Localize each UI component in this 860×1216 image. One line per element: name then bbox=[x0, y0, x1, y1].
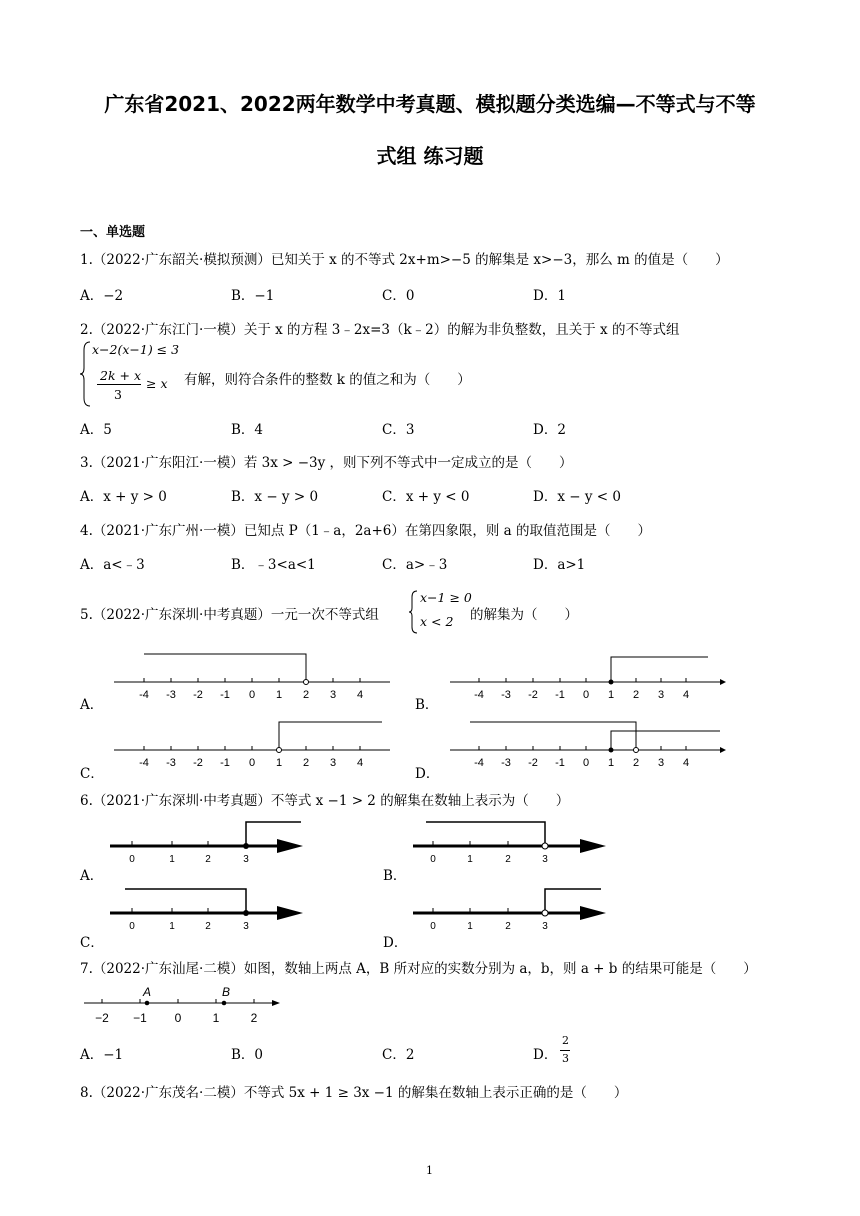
tick-label: 2 bbox=[632, 689, 640, 700]
solution-bracket-right bbox=[611, 731, 720, 750]
tick-label: 3 bbox=[542, 921, 548, 931]
tick-label: -1 bbox=[555, 689, 565, 700]
tick-label: 3 bbox=[243, 921, 249, 931]
q3-option-b[interactable]: B．x − y > 0 bbox=[231, 489, 319, 505]
tick-label: 3 bbox=[657, 689, 665, 700]
tick-label: -2 bbox=[528, 689, 538, 700]
question-7-stem: 7.（2022·广东汕尾·二模）如图，数轴上两点 A，B 所对应的实数分别为 a，b，则 a + b 的结果可能是（ ） bbox=[80, 961, 757, 977]
q6-number-line-a[interactable] bbox=[105, 816, 305, 864]
q1-option-c[interactable]: C．0 bbox=[382, 288, 415, 304]
tick-label: 1 bbox=[169, 921, 175, 931]
closed-dot bbox=[243, 843, 249, 849]
q2-option-c[interactable]: C．3 bbox=[382, 422, 415, 438]
tick-label: 1 bbox=[607, 757, 615, 768]
point-b-label: B bbox=[222, 985, 231, 999]
tick-label: -1 bbox=[220, 757, 230, 768]
arrow-icon bbox=[277, 839, 303, 853]
question-5-stem-post: 的解集为（ ） bbox=[470, 607, 578, 623]
q5-option-b[interactable]: B． bbox=[415, 697, 439, 713]
tick-label: 4 bbox=[356, 757, 364, 768]
tick-marks bbox=[144, 746, 360, 750]
q2-option-b[interactable]: B．4 bbox=[231, 422, 264, 438]
q2-system-line1: x−2(x−1) ≤ 3 bbox=[92, 342, 180, 357]
q2-system-numerator: 2k + x bbox=[100, 368, 141, 383]
q7-option-b[interactable]: B．0 bbox=[231, 1047, 264, 1063]
tick-label: -3 bbox=[166, 689, 176, 700]
page-number: 1 bbox=[426, 1164, 433, 1177]
tick-label: -4 bbox=[139, 689, 149, 700]
left-brace-icon bbox=[409, 590, 419, 634]
q5-system-line2: x < 2 bbox=[420, 614, 454, 629]
question-2-stem: 2.（2022·广东江门·一模）关于 x 的方程 3﹣2x=3（k﹣2）的解为非负整数，且关于 x 的不等式组 bbox=[80, 322, 680, 338]
q7-number-line bbox=[80, 982, 290, 1028]
q4-option-a[interactable]: A．a<﹣3 bbox=[80, 557, 145, 573]
tick-label: -4 bbox=[139, 757, 149, 768]
q7-option-c[interactable]: C．2 bbox=[382, 1047, 415, 1063]
q6-option-a[interactable]: A． bbox=[80, 868, 104, 884]
question-2-tail: 有解，则符合条件的整数 k 的值之和为（ ） bbox=[184, 372, 471, 388]
tick-marks bbox=[479, 678, 686, 682]
q2-system-rhs: ≥ x bbox=[146, 376, 168, 391]
doc-title-line2: 式组 练习题 bbox=[376, 144, 484, 168]
tick-label: 3 bbox=[657, 757, 665, 768]
q2-option-d[interactable]: D．2 bbox=[533, 422, 566, 438]
q5-option-c[interactable]: C． bbox=[80, 766, 104, 782]
q5-option-a[interactable]: A． bbox=[80, 697, 104, 713]
q3-option-a[interactable]: A．x + y > 0 bbox=[80, 489, 167, 505]
question-3-stem: 3.（2021·广东阳江·一模）若 3x > −3y ，则下列不等式中一定成立的是（ ） bbox=[80, 455, 573, 471]
q5-option-d[interactable]: D． bbox=[415, 766, 440, 782]
arrow-icon bbox=[720, 747, 726, 753]
solution-bracket bbox=[279, 722, 382, 750]
q4-option-c[interactable]: C．a>﹣3 bbox=[382, 557, 448, 573]
solution-bracket bbox=[611, 657, 708, 682]
closed-dot bbox=[609, 748, 614, 753]
arrow-icon bbox=[580, 839, 606, 853]
tick-label: 1 bbox=[169, 854, 175, 864]
tick-label: -3 bbox=[166, 757, 176, 768]
question-1-stem: 1.（2022·广东韶关·模拟预测）已知关于 x 的不等式 2x+m>−5 的解集是 x>−3，那么 m 的值是（ ） bbox=[80, 252, 729, 268]
tick-label: 0 bbox=[248, 689, 256, 700]
q5-number-line-c[interactable] bbox=[100, 716, 400, 768]
q2-inequality-system bbox=[80, 340, 190, 408]
solution-bracket bbox=[545, 889, 601, 910]
q6-option-b[interactable]: B． bbox=[383, 868, 407, 884]
fraction-bar bbox=[560, 1050, 570, 1051]
tick-label: 3 bbox=[329, 689, 337, 700]
doc-title-line1: 广东省2021、2022两年数学中考真题、模拟题分类选编—不等式与不等 bbox=[104, 92, 756, 116]
tick-label: 0 bbox=[430, 854, 436, 864]
tick-label: −2 bbox=[95, 1011, 109, 1025]
tick-marks bbox=[144, 678, 360, 682]
q2-option-a[interactable]: A．5 bbox=[80, 422, 112, 438]
solution-bracket bbox=[426, 822, 545, 843]
tick-label: 2 bbox=[205, 921, 211, 931]
open-dot bbox=[542, 843, 548, 849]
tick-label: 4 bbox=[682, 689, 690, 700]
question-4-stem: 4.（2021·广东广州·一模）已知点 P（1﹣a，2a+6）在第四象限，则 a 的取值范围是（ ） bbox=[80, 523, 652, 539]
q1-option-d[interactable]: D．1 bbox=[533, 288, 566, 304]
tick-label: 0 bbox=[129, 921, 135, 931]
question-5-stem-pre: 5.（2022·广东深圳·中考真题）一元一次不等式组 bbox=[80, 607, 379, 623]
tick-label: -1 bbox=[220, 689, 230, 700]
q4-option-b[interactable]: B．﹣3<a<1 bbox=[231, 557, 316, 573]
tick-label: 0 bbox=[174, 1011, 182, 1025]
tick-label: 3 bbox=[243, 854, 249, 864]
q5-number-line-b[interactable] bbox=[440, 648, 730, 700]
tick-label: -2 bbox=[528, 757, 538, 768]
tick-label: -1 bbox=[555, 757, 565, 768]
tick-label: 0 bbox=[430, 921, 436, 931]
tick-label: 1 bbox=[275, 689, 283, 700]
tick-label: -4 bbox=[474, 757, 484, 768]
solution-bracket bbox=[144, 654, 306, 679]
tick-label: 2 bbox=[302, 757, 310, 768]
solution-bracket bbox=[125, 889, 246, 913]
q7-option-d[interactable]: D． bbox=[533, 1047, 558, 1063]
tick-label: 4 bbox=[682, 757, 690, 768]
tick-label: 2 bbox=[505, 921, 511, 931]
q3-option-c[interactable]: C．x + y < 0 bbox=[382, 489, 470, 505]
tick-label: -2 bbox=[193, 689, 203, 700]
arrow-icon bbox=[720, 679, 726, 685]
q1-option-b[interactable]: B．−1 bbox=[231, 288, 275, 304]
q6-number-line-b[interactable] bbox=[408, 816, 608, 864]
tick-label: 0 bbox=[248, 757, 256, 768]
q4-option-d[interactable]: D．a>1 bbox=[533, 557, 586, 573]
tick-label: 3 bbox=[542, 854, 548, 864]
tick-label: 1 bbox=[607, 689, 615, 700]
open-dot bbox=[634, 748, 639, 753]
tick-label: -3 bbox=[501, 689, 511, 700]
tick-label: -4 bbox=[474, 689, 484, 700]
question-6-stem: 6.（2021·广东深圳·中考真题）不等式 x −1 > 2 的解集在数轴上表示为（ ） bbox=[80, 793, 570, 809]
tick-label: 4 bbox=[356, 689, 364, 700]
tick-label: 3 bbox=[329, 757, 337, 768]
left-brace-icon bbox=[80, 340, 92, 408]
q6-option-c[interactable]: C． bbox=[80, 935, 104, 951]
tick-label: −1 bbox=[133, 1011, 147, 1025]
tick-label: 0 bbox=[129, 854, 135, 864]
fraction-bar bbox=[97, 384, 141, 385]
tick-marks bbox=[102, 999, 254, 1003]
tick-marks bbox=[479, 746, 686, 750]
tick-label: 0 bbox=[582, 757, 590, 768]
question-8-stem: 8.（2022·广东茂名·二模）不等式 5x + 1 ≥ 3x −1 的解集在数轴上表示正确的是（ ） bbox=[80, 1085, 628, 1101]
q7-option-a[interactable]: A．−1 bbox=[80, 1047, 124, 1063]
q1-option-a[interactable]: A．−2 bbox=[80, 288, 124, 304]
closed-dot bbox=[243, 910, 249, 916]
open-dot bbox=[304, 680, 309, 685]
closed-dot bbox=[609, 680, 614, 685]
point-a-label: A bbox=[143, 985, 152, 999]
q6-number-line-c[interactable] bbox=[105, 883, 305, 931]
arrow-icon bbox=[580, 906, 606, 920]
arrow-icon bbox=[277, 906, 303, 920]
tick-label: 1 bbox=[275, 757, 283, 768]
q5-number-line-d[interactable] bbox=[440, 716, 730, 768]
arrow-icon bbox=[272, 1000, 280, 1006]
q3-option-d[interactable]: D．x − y < 0 bbox=[533, 489, 621, 505]
q5-system-line1: x−1 ≥ 0 bbox=[420, 590, 472, 605]
q7-option-d-numerator: 2 bbox=[562, 1034, 569, 1047]
q6-number-line-d[interactable] bbox=[408, 883, 608, 931]
point-b-dot bbox=[222, 1001, 227, 1006]
tick-label: -2 bbox=[193, 757, 203, 768]
q6-option-d[interactable]: D． bbox=[383, 935, 408, 951]
q2-system-denominator: 3 bbox=[114, 387, 122, 402]
tick-label: 2 bbox=[505, 854, 511, 864]
tick-label: 2 bbox=[250, 1011, 258, 1025]
tick-label: 0 bbox=[582, 689, 590, 700]
tick-label: -3 bbox=[501, 757, 511, 768]
q5-number-line-a[interactable] bbox=[100, 648, 400, 700]
solution-bracket bbox=[246, 822, 301, 846]
q7-option-d-denominator: 3 bbox=[562, 1052, 569, 1065]
section-heading: 一、单选题 bbox=[80, 225, 146, 240]
tick-label: 2 bbox=[302, 689, 310, 700]
tick-label: 1 bbox=[212, 1011, 220, 1025]
tick-label: 1 bbox=[467, 921, 473, 931]
point-a-dot bbox=[145, 1001, 150, 1006]
open-dot bbox=[277, 748, 282, 753]
tick-label: 2 bbox=[205, 854, 211, 864]
open-dot bbox=[542, 910, 548, 916]
tick-label: 2 bbox=[632, 757, 640, 768]
tick-label: 1 bbox=[467, 854, 473, 864]
